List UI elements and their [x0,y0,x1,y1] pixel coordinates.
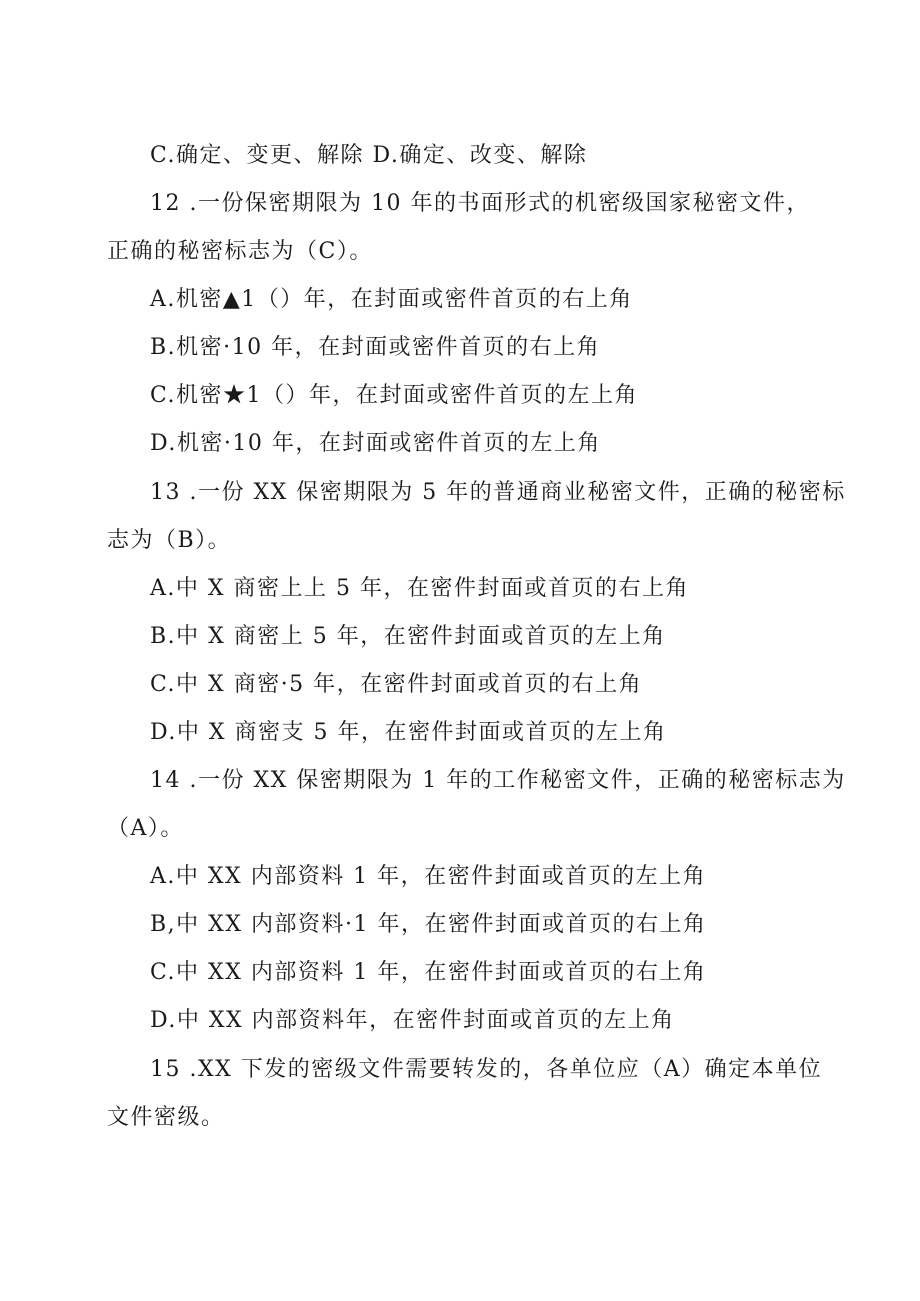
text-line: C.确定、变更、解除 D.确定、改变、解除 [150,143,588,168]
question-13-continued: 志为（B）。 [107,528,232,553]
option-b: B,中 XX 内部资料·1 年，在密件封面或首页的右上角 [150,912,707,937]
option-a: A.中 XX 内部资料 1 年，在密件封面或首页的左上角 [150,864,707,889]
question-14: 14 .一份 XX 保密期限为 1 年的工作秘密文件，正确的秘密标志为 [150,768,846,793]
question-12-continued: 正确的秘密标志为（C）。 [107,239,373,264]
option-d: D.中 X 商密支 5 年，在密件封面或首页的左上角 [150,720,667,745]
option-c: C.中 XX 内部资料 1 年，在密件封面或首页的右上角 [150,960,707,985]
option-c: C.中 X 商密·5 年，在密件封面或首页的右上角 [150,672,643,697]
option-a: A.中 X 商密上上 5 年，在密件封面或首页的右上角 [150,576,690,601]
option-b: B.机密·10 年，在封面或密件首页的右上角 [150,335,601,360]
option-d: D.中 XX 内部资料年，在密件封面或首页的左上角 [150,1008,675,1033]
option-a: A.机密▲1（）年，在封面或密件首页的右上角 [150,287,633,312]
question-14-continued: （A）。 [107,816,184,841]
option-d: D.机密·10 年，在封面或密件首页的左上角 [150,431,601,456]
question-15-continued: 文件密级。 [107,1105,225,1130]
option-c: C.机密★1（）年，在封面或密件首页的左上角 [150,383,639,408]
question-15: 15 .XX 下发的密级文件需要转发的，各单位应（A）确定本单位 [150,1057,823,1082]
option-b: B.中 X 商密上 5 年，在密件封面或首页的左上角 [150,624,666,649]
question-13: 13 .一份 XX 保密期限为 5 年的普通商业秘密文件，正确的秘密标 [150,480,846,505]
question-12: 12 .一份保密期限为 10 年的书面形式的机密级国家秘密文件， [150,191,810,216]
